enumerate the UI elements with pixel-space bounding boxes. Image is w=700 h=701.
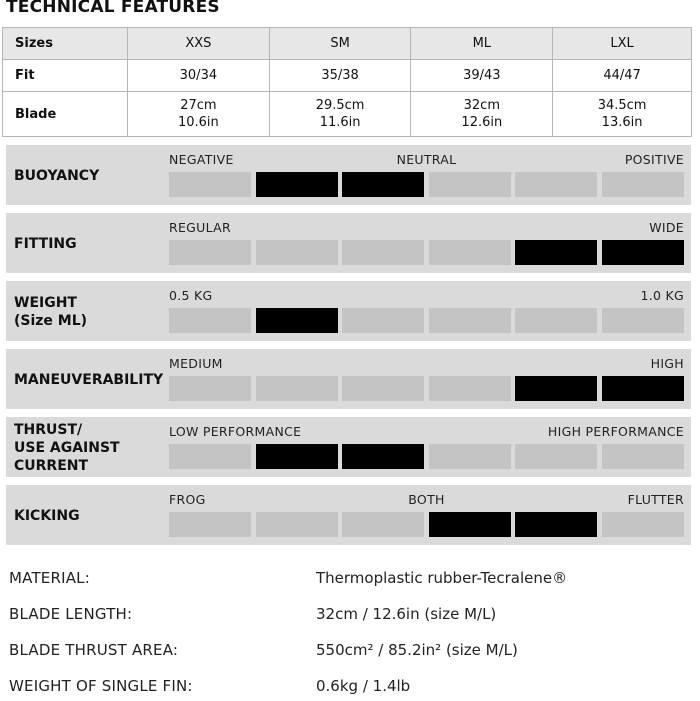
blade-cm: 29.5cm: [315, 98, 365, 113]
blade-cell: [411, 92, 553, 137]
rating-scale: [169, 240, 684, 265]
scale-right-label: 1.0 KG: [640, 288, 684, 303]
fit-cell: 35/38: [269, 60, 411, 92]
scale-left-label: NEGATIVE: [169, 152, 234, 167]
rating-segment-empty: [429, 240, 511, 265]
blade-label: Blade: [3, 92, 128, 137]
rating-segment-empty: [602, 308, 684, 333]
rating-segment-filled: [256, 308, 338, 333]
blade-cm: 32cm: [463, 98, 500, 113]
rating-segment-empty: [515, 444, 597, 469]
blade-cm: 27cm: [180, 98, 217, 113]
rating-title-line: FITTING: [14, 236, 77, 252]
scale-left-label: REGULAR: [169, 220, 232, 235]
spec-row: [9, 677, 689, 701]
spec-value: 32cm / 12.6in (size M/L): [316, 605, 497, 623]
spec-key: MATERIAL:: [9, 569, 90, 587]
blade-cell: [128, 92, 270, 137]
scale-left-label: 0.5 KG: [169, 288, 213, 303]
size-cell: SM: [269, 28, 411, 60]
rating-segment-filled: [602, 240, 684, 265]
fit-cell: 39/43: [411, 60, 553, 92]
rating-segment-filled: [342, 172, 424, 197]
fit-cell: 30/34: [128, 60, 270, 92]
rating-segment-empty: [602, 512, 684, 537]
blade-in: 11.6in: [319, 115, 361, 130]
blade-cell: [269, 92, 411, 137]
blade-cm: 34.5cm: [597, 98, 647, 113]
table-row: [3, 60, 692, 92]
rating-title-line: BUOYANCY: [14, 168, 100, 184]
rating-title-line: (Size ML): [14, 313, 88, 329]
rating-segment-empty: [602, 172, 684, 197]
rating-segment-filled: [342, 444, 424, 469]
rating-scale: [169, 512, 684, 537]
blade-in: 12.6in: [461, 115, 503, 130]
rating-segment-empty: [429, 444, 511, 469]
rating-title: [14, 235, 77, 253]
rating-segment-empty: [342, 240, 424, 265]
scale-right-label: HIGH PERFORMANCE: [547, 424, 684, 439]
rating-scale: [169, 172, 684, 197]
page-title: TECHNICAL FEATURES: [6, 0, 220, 17]
rating-panel: [6, 281, 691, 341]
rating-title-line: MANEUVERABILITY: [14, 372, 164, 388]
scale-right-label: HIGH: [650, 356, 684, 371]
scale-left-label: MEDIUM: [169, 356, 223, 371]
rating-panel: [6, 213, 691, 273]
rating-segment-filled: [429, 512, 511, 537]
rating-segment-empty: [256, 240, 338, 265]
scale-mid-label: BOTH: [408, 492, 445, 507]
spec-value: 0.6kg / 1.4lb: [316, 677, 411, 695]
scale-right-label: WIDE: [649, 220, 684, 235]
rating-segment-empty: [169, 240, 251, 265]
rating-segment-empty: [169, 308, 251, 333]
rating-segment-empty: [342, 308, 424, 333]
rating-panel: [6, 145, 691, 205]
spec-row: [9, 605, 689, 629]
rating-title: [14, 167, 99, 185]
spec-row: [9, 569, 689, 593]
table-row: [3, 28, 692, 60]
spec-value: Thermoplastic rubber-Tecralene®: [316, 569, 568, 587]
fit-cell: 44/47: [553, 60, 692, 92]
rating-title: [14, 421, 120, 475]
size-cell: LXL: [553, 28, 692, 60]
rating-title: [14, 294, 87, 330]
spec-value: 550cm² / 85.2in² (size M/L): [316, 641, 518, 659]
rating-segment-empty: [602, 444, 684, 469]
rating-segment-filled: [515, 240, 597, 265]
rating-title-line: CURRENT: [14, 458, 89, 474]
rating-segment-filled: [602, 376, 684, 401]
sizes-header-label: Sizes: [3, 28, 128, 60]
rating-panel: [6, 417, 691, 477]
fit-label: Fit: [3, 60, 128, 92]
rating-segment-filled: [256, 444, 338, 469]
scale-left-label: LOW PERFORMANCE: [169, 424, 302, 439]
blade-in: 13.6in: [601, 115, 643, 130]
rating-title: [14, 507, 80, 525]
rating-segment-empty: [256, 512, 338, 537]
rating-segment-filled: [515, 512, 597, 537]
rating-segment-filled: [515, 376, 597, 401]
rating-scale: [169, 444, 684, 469]
rating-segment-empty: [169, 444, 251, 469]
scale-left-label: FROG: [169, 492, 206, 507]
rating-segment-empty: [169, 512, 251, 537]
table-row: [3, 92, 692, 137]
rating-segment-empty: [429, 172, 511, 197]
rating-segment-empty: [169, 172, 251, 197]
rating-title-line: USE AGAINST: [14, 440, 120, 456]
spec-key: BLADE LENGTH:: [9, 605, 133, 623]
rating-scale: [169, 308, 684, 333]
rating-segment-empty: [342, 376, 424, 401]
rating-panel: [6, 485, 691, 545]
scale-right-label: POSITIVE: [624, 152, 684, 167]
size-cell: XXS: [128, 28, 270, 60]
spec-key: WEIGHT OF SINGLE FIN:: [9, 677, 193, 695]
rating-scale: [169, 376, 684, 401]
sizes-table: [2, 27, 692, 137]
rating-segment-empty: [169, 376, 251, 401]
blade-cell: [553, 92, 692, 137]
size-cell: ML: [411, 28, 553, 60]
spec-key: BLADE THRUST AREA:: [9, 641, 179, 659]
spec-row: [9, 641, 689, 665]
scale-mid-label: NEUTRAL: [396, 152, 457, 167]
rating-title: [14, 371, 163, 389]
rating-panel: [6, 349, 691, 409]
rating-title-line: WEIGHT: [14, 295, 77, 311]
blade-in: 10.6in: [177, 115, 219, 130]
rating-segment-empty: [429, 308, 511, 333]
rating-segment-filled: [256, 172, 338, 197]
rating-segment-empty: [342, 512, 424, 537]
rating-title-line: THRUST/: [14, 422, 83, 438]
rating-segment-empty: [515, 172, 597, 197]
rating-title-line: KICKING: [14, 508, 80, 524]
rating-segment-empty: [256, 376, 338, 401]
rating-segment-empty: [429, 376, 511, 401]
rating-segment-empty: [515, 308, 597, 333]
scale-right-label: FLUTTER: [627, 492, 684, 507]
